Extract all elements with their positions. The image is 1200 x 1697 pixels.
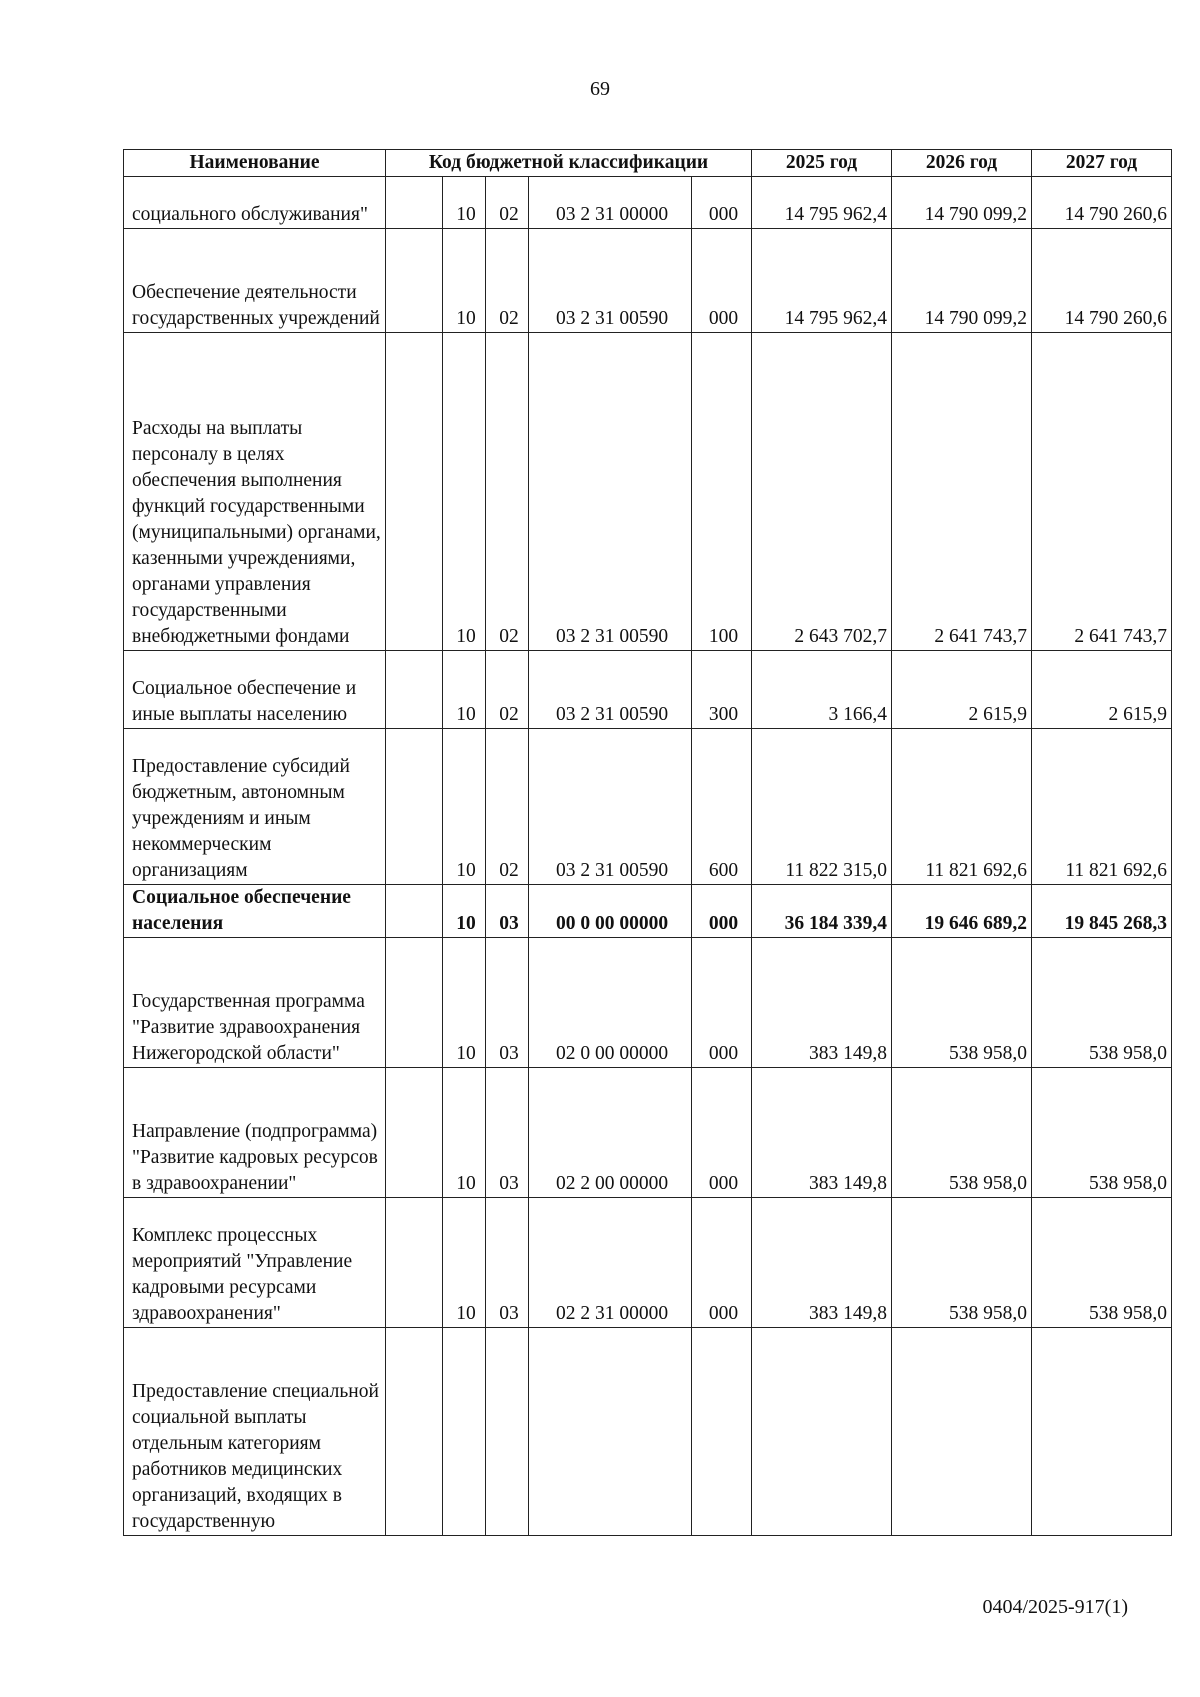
code-expense-type: 300	[692, 651, 752, 729]
value-2026: 2 641 743,7	[892, 333, 1032, 651]
row-name: Предоставление специальной социальной выплаты отдельным категориям работников медицинских организаций, входящих в государственную	[124, 1328, 386, 1536]
table-row	[124, 177, 1172, 229]
code-target: 02 2 31 00000	[529, 1198, 692, 1328]
row-name: Социальное обеспечение и иные выплаты населению	[124, 651, 386, 729]
code-expense-type: 600	[692, 729, 752, 885]
value-2026	[892, 1328, 1032, 1536]
code-blank-cell	[386, 729, 443, 885]
code-target: 03 2 31 00590	[529, 651, 692, 729]
value-2026: 2 615,9	[892, 651, 1032, 729]
code-blank-cell	[386, 229, 443, 333]
row-name: Социальное обеспечение населения	[124, 885, 386, 938]
value-2026: 538 958,0	[892, 1068, 1032, 1198]
value-2027: 2 641 743,7	[1032, 333, 1172, 651]
code-section: 10	[443, 885, 486, 938]
table-header-row	[124, 150, 1172, 177]
page-number: 69	[590, 78, 610, 100]
code-expense-type: 000	[692, 938, 752, 1068]
row-name: Предоставление субсидий бюджетным, автономным учреждениям и иным некоммерческим организациям	[124, 729, 386, 885]
value-2025: 383 149,8	[752, 1068, 892, 1198]
code-section: 10	[443, 177, 486, 229]
row-name: Расходы на выплаты персоналу в целях обеспечения выполнения функций государственными (муниципальными) органами, казенными учреждениями, органами управления государственными внебюджетными фондами	[124, 333, 386, 651]
table-row	[124, 938, 1172, 1068]
table-row	[124, 1328, 1172, 1536]
code-section: 10	[443, 651, 486, 729]
value-2027: 538 958,0	[1032, 938, 1172, 1068]
value-2025: 383 149,8	[752, 938, 892, 1068]
header-budget-code: Код бюджетной классификации	[386, 150, 752, 177]
code-subsection: 02	[486, 729, 529, 885]
code-target: 02 2 00 00000	[529, 1068, 692, 1198]
value-2027: 538 958,0	[1032, 1198, 1172, 1328]
value-2025: 11 822 315,0	[752, 729, 892, 885]
row-name: Государственная программа "Развитие здравоохранения Нижегородской области"	[124, 938, 386, 1068]
row-name: Обеспечение деятельности государственных учреждений	[124, 229, 386, 333]
value-2026: 14 790 099,2	[892, 229, 1032, 333]
code-subsection: 02	[486, 177, 529, 229]
table-row	[124, 885, 1172, 938]
code-expense-type	[692, 1328, 752, 1536]
code-expense-type: 100	[692, 333, 752, 651]
row-name: Комплекс процессных мероприятий "Управление кадровыми ресурсами здравоохранения"	[124, 1198, 386, 1328]
table-row	[124, 1068, 1172, 1198]
value-2026: 19 646 689,2	[892, 885, 1032, 938]
code-target: 02 0 00 00000	[529, 938, 692, 1068]
code-subsection	[486, 1328, 529, 1536]
value-2026: 538 958,0	[892, 938, 1032, 1068]
code-expense-type: 000	[692, 885, 752, 938]
table-row	[124, 1198, 1172, 1328]
value-2025: 3 166,4	[752, 651, 892, 729]
code-blank-cell	[386, 1068, 443, 1198]
row-name: Направление (подпрограмма) "Развитие кадровых ресурсов в здравоохранении"	[124, 1068, 386, 1198]
code-section: 10	[443, 229, 486, 333]
code-target: 03 2 31 00000	[529, 177, 692, 229]
value-2027: 2 615,9	[1032, 651, 1172, 729]
code-expense-type: 000	[692, 177, 752, 229]
value-2025: 383 149,8	[752, 1198, 892, 1328]
code-expense-type: 000	[692, 1198, 752, 1328]
code-section	[443, 1328, 486, 1536]
value-2026: 14 790 099,2	[892, 177, 1032, 229]
code-target: 00 0 00 00000	[529, 885, 692, 938]
table-row	[124, 651, 1172, 729]
value-2025: 14 795 962,4	[752, 177, 892, 229]
value-2025: 2 643 702,7	[752, 333, 892, 651]
header-name: Наименование	[124, 150, 386, 177]
code-blank-cell	[386, 177, 443, 229]
code-blank-cell	[386, 1198, 443, 1328]
value-2025: 14 795 962,4	[752, 229, 892, 333]
header-2026: 2026 год	[892, 150, 1032, 177]
code-subsection: 03	[486, 938, 529, 1068]
code-target	[529, 1328, 692, 1536]
code-section: 10	[443, 1198, 486, 1328]
code-section: 10	[443, 938, 486, 1068]
code-blank-cell	[386, 885, 443, 938]
row-name: социального обслуживания"	[124, 177, 386, 229]
code-subsection: 02	[486, 229, 529, 333]
header-2025: 2025 год	[752, 150, 892, 177]
value-2027: 538 958,0	[1032, 1068, 1172, 1198]
code-blank-cell	[386, 1328, 443, 1536]
code-section: 10	[443, 1068, 486, 1198]
code-expense-type: 000	[692, 1068, 752, 1198]
table-row	[124, 229, 1172, 333]
value-2026: 11 821 692,6	[892, 729, 1032, 885]
value-2027: 19 845 268,3	[1032, 885, 1172, 938]
value-2027: 11 821 692,6	[1032, 729, 1172, 885]
value-2027	[1032, 1328, 1172, 1536]
code-blank-cell	[386, 651, 443, 729]
code-expense-type: 000	[692, 229, 752, 333]
value-2027: 14 790 260,6	[1032, 229, 1172, 333]
code-subsection: 03	[486, 1198, 529, 1328]
value-2027: 14 790 260,6	[1032, 177, 1172, 229]
header-2027: 2027 год	[1032, 150, 1172, 177]
code-blank-cell	[386, 938, 443, 1068]
code-blank-cell	[386, 333, 443, 651]
table-row	[124, 333, 1172, 651]
code-subsection: 03	[486, 1068, 529, 1198]
table-row	[124, 729, 1172, 885]
code-section: 10	[443, 729, 486, 885]
code-subsection: 03	[486, 885, 529, 938]
value-2025	[752, 1328, 892, 1536]
code-target: 03 2 31 00590	[529, 729, 692, 885]
code-target: 03 2 31 00590	[529, 229, 692, 333]
document-code: 0404/2025-917(1)	[982, 1596, 1128, 1618]
budget-table	[123, 149, 1172, 1536]
value-2025: 36 184 339,4	[752, 885, 892, 938]
code-section: 10	[443, 333, 486, 651]
code-target: 03 2 31 00590	[529, 333, 692, 651]
value-2026: 538 958,0	[892, 1198, 1032, 1328]
code-subsection: 02	[486, 333, 529, 651]
code-subsection: 02	[486, 651, 529, 729]
